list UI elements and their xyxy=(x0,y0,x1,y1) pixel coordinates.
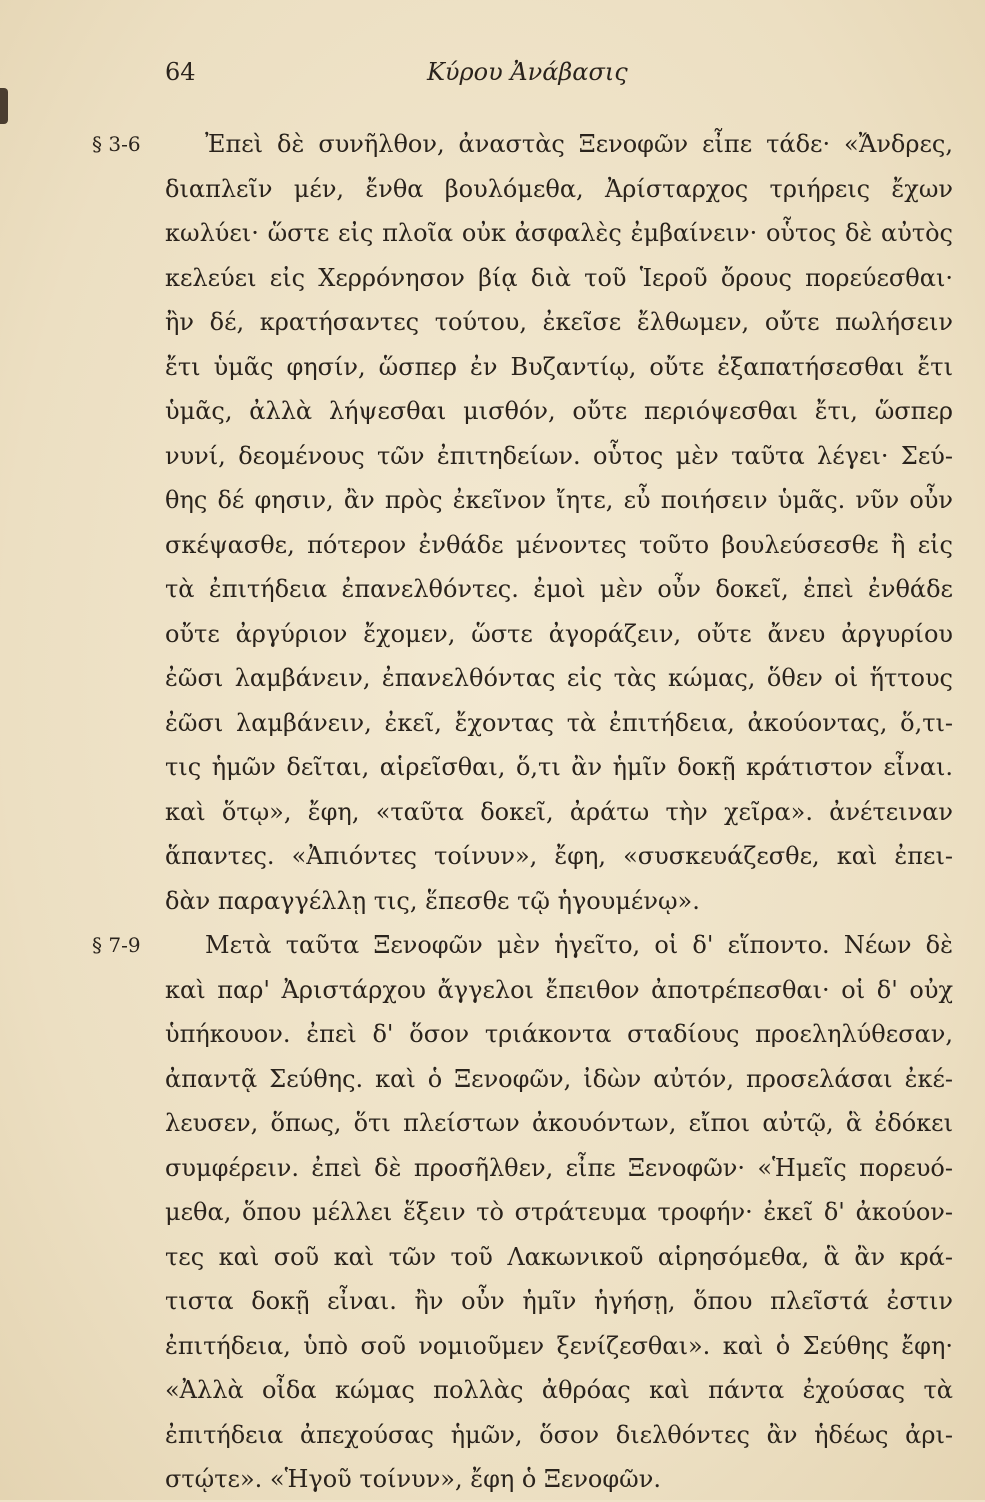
line-text: καὶ ὅτῳ», ἔφη, «ταῦτα δοκεῖ, ἀράτω τὴν χεῖρα». ἀνέτειναν xyxy=(165,797,953,826)
text-line xyxy=(0,1101,985,1146)
line-text: ἅπαντες. «Ἀπιόντες τοίνυν», ἔφη, «συσκευάζεσθε, καὶ ἐπει- xyxy=(165,842,953,870)
text-line xyxy=(0,1324,985,1369)
text-line xyxy=(0,834,985,879)
text-line xyxy=(0,968,985,1013)
line-text: ἐπιτήδεια, ὑπὸ σοῦ νομιοῦμεν ξενίζεσθαι». καὶ ὁ Σεύθης ἔφη· xyxy=(165,1331,953,1360)
running-title: Κύρου Ἀνάβασις xyxy=(427,58,628,86)
text-line xyxy=(0,167,985,212)
text-line xyxy=(0,1012,985,1057)
text-line xyxy=(0,478,985,523)
line-text: δὰν παραγγέλλῃ τις, ἕπεσθε τῷ ἡγουμένῳ». xyxy=(165,886,700,915)
line-text: ὑμᾶς, ἀλλὰ λήψεσθαι μισθόν, οὔτε περιόψεσθαι ἔτι, ὥσπερ xyxy=(165,397,953,425)
line-text: ἐπιτήδεια ἀπεχούσας ἡμῶν, ὅσον διελθόντες ἂν ἡδέως ἀρι- xyxy=(165,1420,953,1449)
line-text: ὑπήκουον. ἐπεὶ δ' ὅσον τριάκοντα σταδίους προεληλύθεσαν, xyxy=(165,1020,953,1048)
text-line xyxy=(0,389,985,434)
text-line xyxy=(0,434,985,479)
page-header xyxy=(165,52,965,92)
page-edge-mark xyxy=(0,88,8,124)
line-text: θης δέ φησιν, ἂν πρὸς ἐκεῖνον ἴητε, εὖ ποιήσειν ὑμᾶς. νῦν οὖν xyxy=(165,486,953,514)
line-text: λευσεν, ὅπως, ὅτι πλείστων ἀκουόντων, εἴποι αὐτῷ, ἃ ἐδόκει xyxy=(165,1109,953,1137)
text-section xyxy=(0,923,985,1502)
line-text: ἐῶσι λαμβάνειν, ἐπανελθόντας εἰς τὰς κώμας, ὅθεν οἱ ἥττους xyxy=(165,664,953,692)
line-text: «Ἀλλὰ οἶδα κώμας πολλὰς ἀθρόας καὶ πάντα ἐχούσας τὰ xyxy=(165,1376,953,1404)
line-text: τες καὶ σοῦ καὶ τῶν τοῦ Λακωνικοῦ αἱρησόμεθα, ἃ ἂν κρά- xyxy=(165,1242,953,1271)
page-number: 64 xyxy=(165,58,196,86)
line-text: συμφέρειν. ἐπεὶ δὲ προσῆλθεν, εἶπε Ξενοφῶν· «Ἡμεῖς πορευό- xyxy=(165,1153,953,1182)
line-text: τιστα δοκῇ εἶναι. ἢν οὖν ἡμῖν ἡγήσῃ, ὅπου πλεῖστά ἐστιν xyxy=(165,1287,953,1315)
body-text xyxy=(0,122,985,1502)
text-line xyxy=(0,523,985,568)
line-text: διαπλεῖν μέν, ἔνθα βουλόμεθα, Ἀρίσταρχος τριήρεις ἔχων xyxy=(165,174,953,203)
text-line xyxy=(0,1413,985,1458)
text-line xyxy=(0,1190,985,1235)
text-line xyxy=(0,701,985,746)
line-text: νυνί, δεομένους τῶν ἐπιτηδείων. οὗτος μὲν ταῦτα λέγει· Σεύ- xyxy=(165,441,953,470)
text-line xyxy=(0,745,985,790)
text-line xyxy=(0,1368,985,1413)
text-line xyxy=(0,923,985,968)
text-section xyxy=(0,122,985,923)
text-line xyxy=(0,1146,985,1191)
line-text: ἔτι ὑμᾶς φησίν, ὥσπερ ἐν Βυζαντίῳ, οὔτε ἐξαπατήσεσθαι ἔτι xyxy=(165,352,953,381)
line-text: μεθα, ὅπου μέλλει ἕξειν τὸ στράτευμα τροφήν· ἐκεῖ δ' ἀκούον- xyxy=(165,1198,953,1226)
text-line xyxy=(0,1235,985,1280)
line-text: στῴτε». «Ἡγοῦ τοίνυν», ἔφη ὁ Ξενοφῶν. xyxy=(165,1465,661,1493)
section-reference: § 7-9 xyxy=(92,933,141,957)
line-text: Μετὰ ταῦτα Ξενοφῶν μὲν ἡγεῖτο, οἱ δ' εἵποντο. Νέων δὲ xyxy=(205,931,953,959)
text-line xyxy=(0,211,985,256)
text-line xyxy=(0,1457,985,1502)
line-text: ἀπαντᾷ Σεύθης. καὶ ὁ Ξενοφῶν, ἰδὼν αὐτόν, προσελάσαι ἐκέ- xyxy=(165,1064,953,1093)
line-text: καὶ παρ' Ἀριστάρχου ἄγγελοι ἔπειθον ἀποτρέπεσθαι· οἱ δ' οὐχ xyxy=(165,975,953,1004)
text-line xyxy=(0,567,985,612)
text-line xyxy=(0,122,985,167)
line-text: κωλύει· ὥστε εἰς πλοῖα οὐκ ἀσφαλὲς ἐμβαίνειν· οὗτος δὲ αὐτὸς xyxy=(165,219,953,247)
line-text: σκέψασθε, πότερον ἐνθάδε μένοντες τοῦτο βουλεύσεσθε ἢ εἰς xyxy=(165,530,953,559)
text-line xyxy=(0,256,985,301)
text-line xyxy=(0,345,985,390)
text-line xyxy=(0,656,985,701)
text-line xyxy=(0,612,985,657)
text-line xyxy=(0,879,985,924)
text-line xyxy=(0,300,985,345)
line-text: τὰ ἐπιτήδεια ἐπανελθόντες. ἐμοὶ μὲν οὖν δοκεῖ, ἐπεὶ ἐνθάδε xyxy=(165,575,953,603)
line-text: ἢν δέ, κρατήσαντες τούτου, ἐκεῖσε ἔλθωμεν, οὔτε πωλήσειν xyxy=(165,308,953,336)
text-line xyxy=(0,1057,985,1102)
line-text: Ἐπεὶ δὲ συνῆλθον, ἀναστὰς Ξενοφῶν εἶπε τάδε· «Ἄνδρες, xyxy=(205,130,953,158)
text-line xyxy=(0,1279,985,1324)
line-text: κελεύει εἰς Χερρόνησον βίᾳ διὰ τοῦ Ἱεροῦ ὄρους πορεύεσθαι· xyxy=(165,263,953,292)
text-line xyxy=(0,790,985,835)
section-reference: § 3-6 xyxy=(92,132,141,156)
line-text: ἐῶσι λαμβάνειν, ἐκεῖ, ἔχοντας τὰ ἐπιτήδεια, ἀκούοντας, ὅ,τι- xyxy=(165,708,953,737)
line-text: τις ἡμῶν δεῖται, αἱρεῖσθαι, ὅ,τι ἂν ἡμῖν δοκῇ κράτιστον εἶναι. xyxy=(165,753,953,781)
line-text: οὔτε ἀργύριον ἔχομεν, ὥστε ἀγοράζειν, οὔτε ἄνευ ἀργυρίου xyxy=(165,619,953,648)
